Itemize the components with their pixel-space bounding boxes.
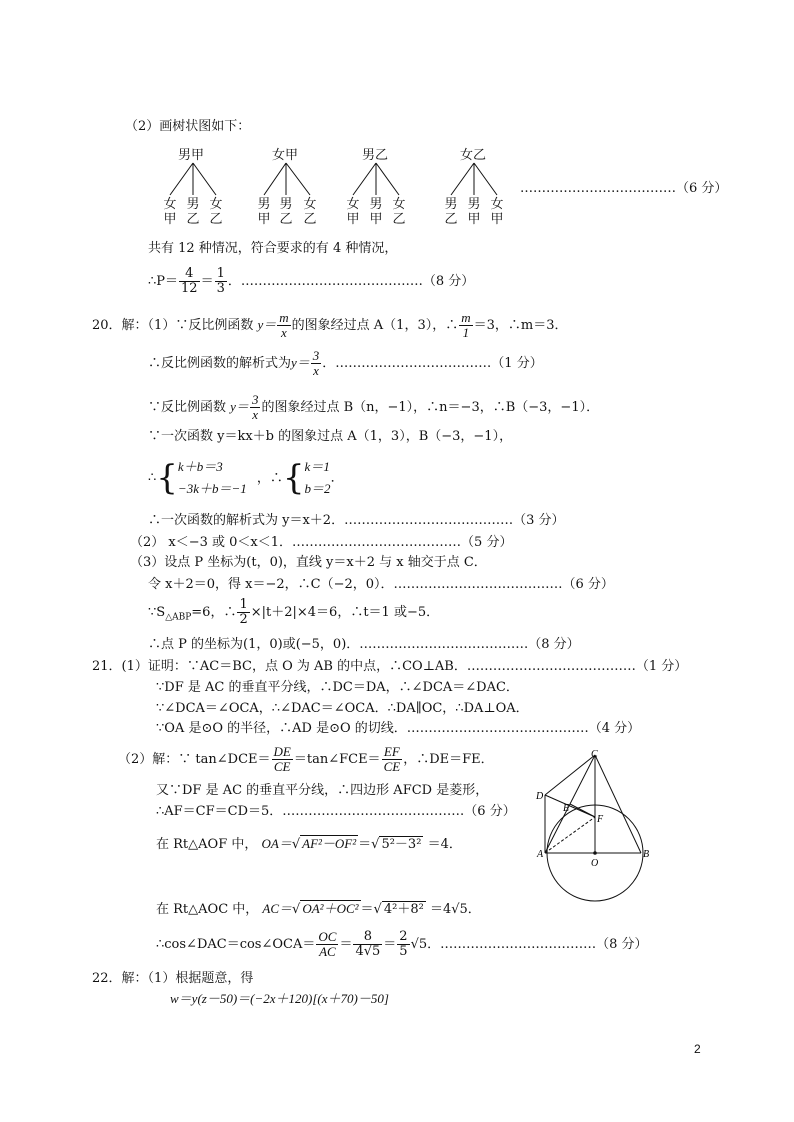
q21-line10: ∴cos∠DAC＝cos∠OCA＝ $\frac{OC}{AC}$ ＝ $\frac{8}{4√5}$ ＝ $\frac{2}{5}$ √5．………………………………（8 分）	[156, 929, 648, 959]
q21-line9: 在 Rt△AOC 中， AC＝√ OA²＋OC² ＝√ 4²＋8² ＝4√5．	[156, 901, 481, 917]
q21-line5: （2）解：∵ tan∠DCE＝ $\frac{DE}{CE}$ ＝tan∠FCE＝ $\frac{EF}{CE}$ ，∴DE＝FE．	[118, 744, 494, 774]
q20-line10: $\because S_{\triangle ABP}=6$，∴ $\frac{1}{2}$ ×|t＋2|×4＝6，∴t＝1 或−5．	[148, 597, 440, 627]
label-b: B	[643, 849, 650, 860]
q21-line6: 又∵DF 是 AC 的垂直平分线，∴四边形 AFCD 是菱形，	[156, 783, 489, 798]
tree-root-4: 女乙	[460, 148, 487, 163]
q20-line6: ∴一次函数的解析式为 y＝x＋2．…………………………………（3 分）	[148, 513, 565, 528]
leaf: 女 甲	[346, 197, 360, 227]
leaf: 女 甲	[490, 197, 504, 227]
label-a: A	[537, 849, 544, 860]
probability-line: ∴P＝ $\frac{4}{12}$ ＝ $\frac{1}{3}$ ．……………………………………（8 分）	[148, 266, 475, 296]
q21-line7: ∴AF＝CF＝CD＝5．……………………………………（6 分）	[156, 804, 516, 819]
label-d: D	[536, 791, 544, 802]
q20-line11: ∴点 P 的坐标为(1，0)或(−5，0)．…………………………………（8 分）	[148, 637, 580, 652]
geometry-figure	[525, 745, 665, 905]
label-c: C	[591, 749, 598, 760]
leaf: 男 乙	[186, 197, 200, 227]
q20-line9: 令 x＋2＝0，得 x＝−2，∴C（−2，0）．…………………………………（6 分）	[148, 577, 614, 592]
leaf: 男 甲	[467, 197, 481, 227]
q22-line2: w＝y(z－50)＝(−2x＋120)[(x＋70)－50]	[170, 991, 389, 1006]
leaf: 女 乙	[209, 197, 223, 227]
leaf: 女 乙	[303, 197, 317, 227]
tree-score: ………………………………（6 分）	[520, 181, 728, 196]
tree-root-1: 男甲	[178, 148, 205, 163]
tree-root-3: 男乙	[362, 148, 389, 163]
q22-line1: 22．解：（1）根据题意，得	[92, 971, 254, 986]
q20-line2: ∴反比例函数的解析式为y＝ $\frac{3}{x}$ ．………………………………（1 分）	[148, 348, 543, 378]
leaf: 男 甲	[257, 197, 271, 227]
leaf: 男 乙	[279, 197, 293, 227]
q21-line8: 在 Rt△AOF 中， OA＝√ AF²－OF² ＝√ 5²－3² ＝4．	[156, 836, 462, 852]
leaf: 女 乙	[392, 197, 406, 227]
page-number: 2	[694, 1042, 701, 1056]
label-f: F	[597, 814, 604, 825]
tree-root-2: 女甲	[272, 148, 299, 163]
q21-line2: ∵DF 是 AC 的垂直平分线，∴DC＝DA，∴∠DCA＝∠DAC．	[156, 680, 519, 695]
tree-summary: 共有 12 种情况，符合要求的有 4 种情况，	[148, 241, 398, 256]
q20-line3: ∵反比例函数 y＝ $\frac{3}{x}$ 的图象经过点 B（n，−1），∴n＝−3，∴B（−3，−1）．	[148, 392, 600, 422]
q21-line4: ∵OA 是⊙O 的半径，∴AD 是⊙O 的切线．……………………………………（4 分）	[156, 721, 641, 736]
tree-intro: （2）画树状图如下：	[125, 119, 251, 134]
q20-system: ∴{k＋b＝3 −3k＋b＝−1 ，∴{k＝1 b＝2．	[148, 458, 344, 498]
leaf: 男 乙	[444, 197, 458, 227]
q20-line8: （3）设点 P 坐标为(t，0)，直线 y＝x＋2 与 x 轴交于点 C．	[130, 555, 487, 570]
leaf: 男 甲	[369, 197, 383, 227]
q21-line1: 21．(1）证明：∵AC＝BC，点 O 为 AB 的中点，∴CO⊥AB．…………………………………（1 分）	[92, 659, 688, 674]
figure-svg	[525, 745, 665, 905]
fraction: $\frac{1}{3}$	[216, 266, 225, 296]
q20-line4: ∵一次函数 y＝kx＋b 的图象过点 A（1，3），B（−3，−1），	[148, 429, 513, 444]
fraction: $\frac{4}{12}$	[181, 266, 198, 296]
q20-line1: 20．解：（1）∵反比例函数 y＝ $\frac{m}{x}$ 的图象经过点 A（1，3），∴ $\frac{m}{1}$ ＝3，∴m＝3．	[92, 310, 568, 340]
label-e: E	[563, 803, 570, 814]
leaf: 女 甲	[163, 197, 177, 227]
q21-line3: ∵∠DCA＝∠OCA，∴∠DAC＝∠OCA．∴DA∥OC，∴DA⊥OA．	[156, 701, 529, 716]
q20-line7: （2） x＜−3 或 0＜x＜1．…………………………………（5 分）	[130, 535, 513, 550]
label-o: O	[591, 858, 599, 869]
